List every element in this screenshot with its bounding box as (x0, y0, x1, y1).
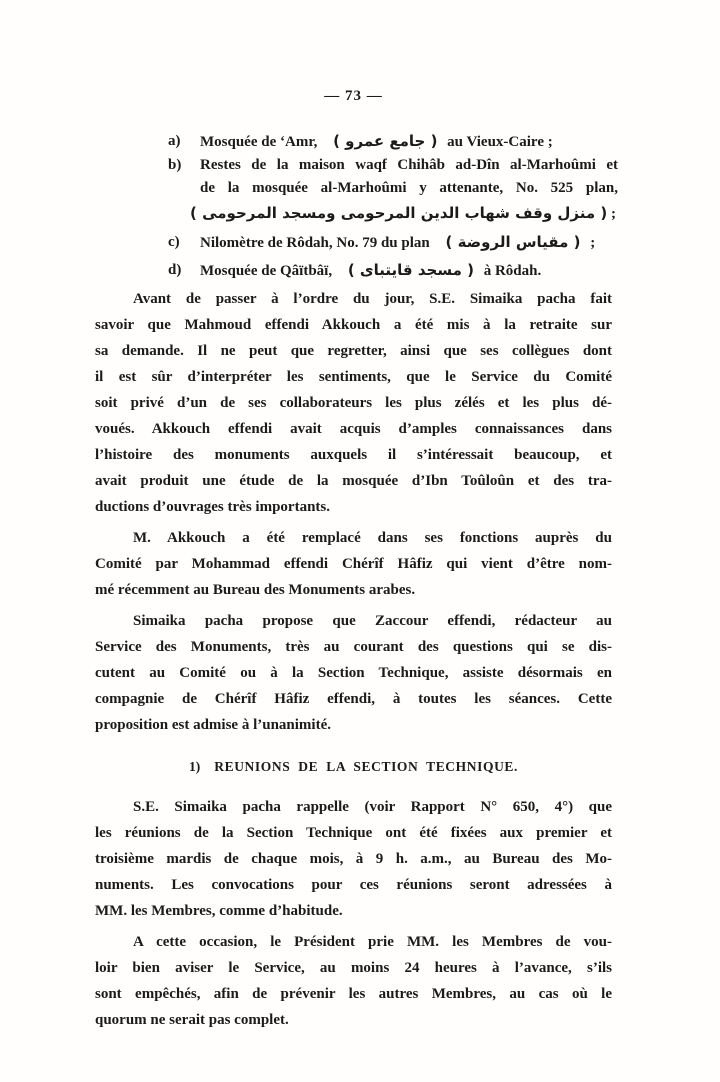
text-line: les réunions de la Section Technique ont été fixées aux premier et (95, 825, 612, 841)
text-line: A cette occasion, le Président prie MM. les Membres de vou- (133, 934, 612, 950)
section-number: 1) (189, 759, 201, 774)
paragraph-1 (95, 286, 612, 520)
text-line: Avant de passer à l’ordre du jour, S.E. Simaika pacha fait (133, 291, 612, 307)
text-line: Comité par Mohammad effendi Chérîf Hâfiz qui vient d’être nom- (95, 556, 612, 572)
punctuation: ; (610, 206, 616, 222)
list-item-b-arabic-line (190, 200, 618, 227)
list-item-text (200, 130, 618, 154)
paragraph-3 (95, 608, 612, 738)
list-item-c (168, 231, 618, 255)
list-item-a (168, 130, 618, 154)
french-text: au Vieux-Caire ; (447, 134, 553, 150)
list-item-label: c) (168, 234, 180, 250)
french-text: Mosquée de Qâïtbâï, (200, 263, 333, 279)
list-item-label: d) (168, 262, 182, 278)
text-line: Simaika pacha propose que Zaccour effendi, rédacteur au (133, 613, 612, 629)
text-line: voués. Akkouch effendi avait acquis d’amples connaissances dans (95, 421, 612, 437)
french-text: à Rôdah. (483, 263, 542, 279)
paragraph-5 (95, 929, 612, 1033)
french-text: Mosquée de ‘Amr, (200, 134, 318, 150)
text-line: Service des Monuments, très au courant des questions qui se dis- (95, 639, 612, 655)
monument-list (168, 130, 618, 283)
section-title: REUNIONS DE LA SECTION TECHNIQUE. (214, 759, 518, 774)
list-item-d (168, 259, 618, 283)
text-line: numents. Les convocations pour ces réunions seront adressées à (95, 877, 612, 893)
text-line: sa demande. Il ne peut que regretter, ainsi que ses collègues dont (95, 343, 612, 359)
text-line: MM. les Membres, comme d’habitude. (95, 903, 343, 919)
body-text (95, 286, 612, 1033)
list-item-label: a) (168, 133, 181, 149)
text-line: loir bien aviser le Service, au moins 24 heures à l’avance, s’ils (95, 960, 612, 976)
arabic-text: ( مقياس الروضة ) (445, 233, 581, 251)
list-item-label: b) (168, 157, 182, 173)
arabic-text: ( منزل وقف شهاب الدين المرحومى ومسجد المرحومى ) (190, 204, 608, 222)
arabic-text: ( جامع عمرو ) (333, 132, 438, 150)
text-line: troisième mardis de chaque mois, à 9 h. a.m., au Bureau des Mo- (95, 851, 612, 867)
text-line: quorum ne serait pas complet. (95, 1012, 289, 1028)
text-line: ductions d’ouvrages très importants. (95, 499, 330, 515)
list-item-text: Restes de la maison waqf Chihâb ad-Dîn al-Marhoûmi et (200, 157, 618, 173)
text-line: sont empêchés, afin de prévenir les autres Membres, au cas où le (95, 986, 612, 1002)
text-line: mé récemment au Bureau des Monuments arabes. (95, 582, 416, 598)
list-item-b (168, 154, 618, 177)
text-line: l’histoire des monuments auxquels il s’intéressait beaucoup, et (95, 447, 612, 463)
punctuation: ; (590, 235, 596, 251)
text-line: compagnie de Chérîf Hâfiz effendi, à toutes les séances. Cette (95, 691, 612, 707)
french-text: Nilomètre de Rôdah, No. 79 du plan (200, 235, 430, 251)
text-line: avait produit une étude de la mosquée d’Ibn Toûloûn et des tra- (95, 473, 612, 489)
text-line: soit privé d’un de ses collaborateurs les plus zélés et les plus dé- (95, 395, 612, 411)
arabic-text: ( مسجد قايتباى ) (347, 261, 474, 279)
text-line: S.E. Simaika pacha rappelle (voir Rapport N° 650, 4°) que (133, 799, 612, 815)
section-heading (95, 754, 612, 780)
text-line: savoir que Mahmoud effendi Akkouch a été mis à la retraite sur (95, 317, 612, 333)
page-number: — 73 — (324, 88, 383, 104)
text-line: cutent au Comité ou à la Section Technique, assiste désormais en (95, 665, 612, 681)
text-line: il est sûr d’interpréter les sentiments, que le Service du Comité (95, 369, 612, 385)
list-item-b-line2: de la mosquée al-Marhoûmi y attenante, No. 525 plan, (200, 180, 618, 196)
paragraph-2 (95, 525, 612, 603)
text-line: proposition est admise à l’unanimité. (95, 717, 331, 733)
list-item-text (200, 259, 618, 283)
text-line: M. Akkouch a été remplacé dans ses fonctions auprès du (133, 530, 612, 546)
list-item-text (200, 231, 618, 255)
paragraph-4 (95, 794, 612, 924)
